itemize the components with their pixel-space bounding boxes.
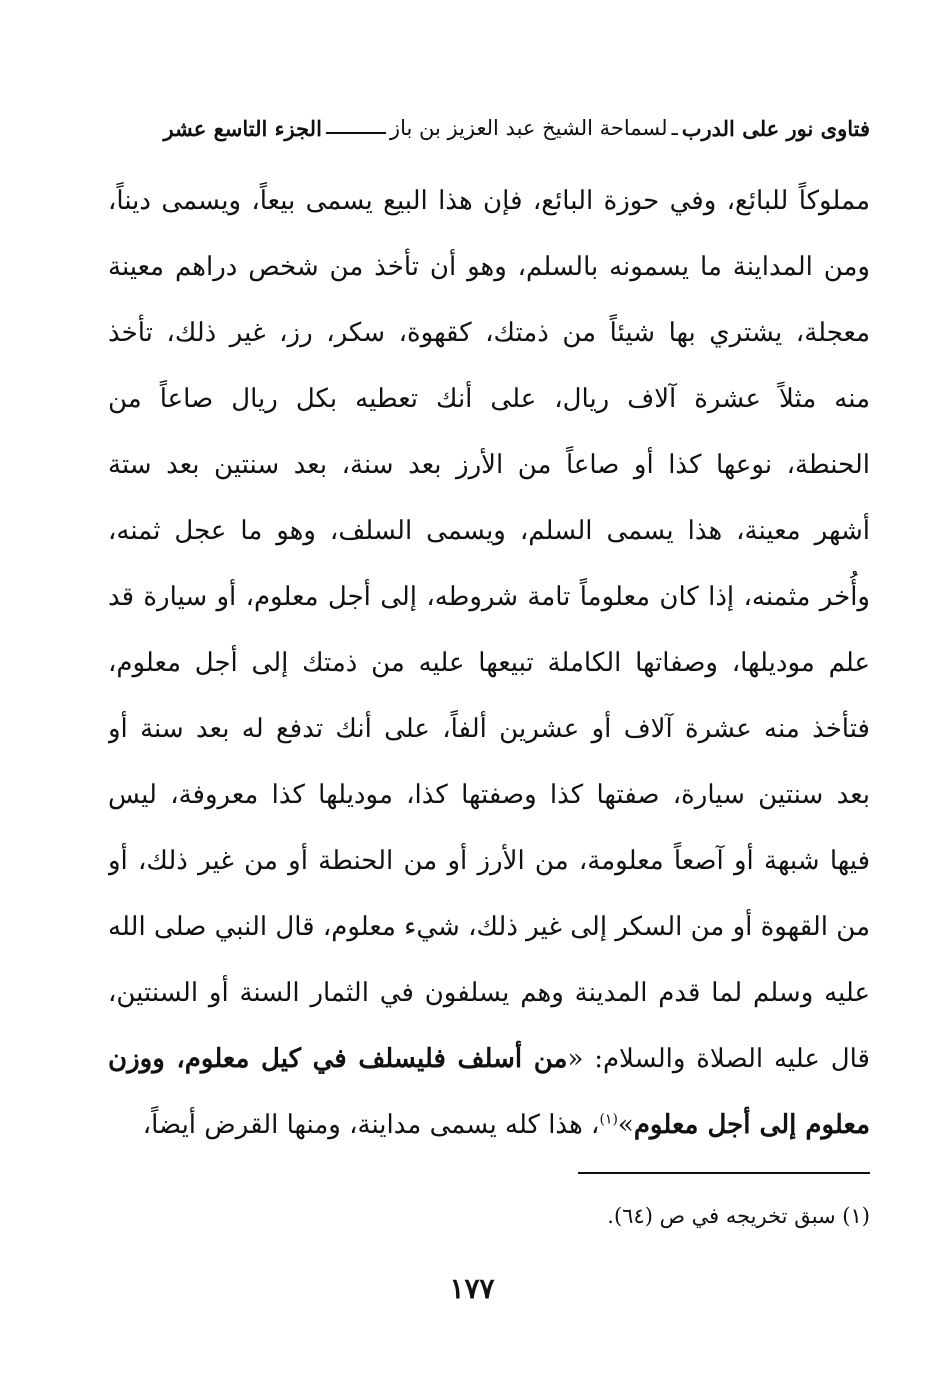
text-line: منه مثلاً عشرة آلاف ريال، على أنك تعطيه بكل ريال صاعاً من [108,384,870,414]
text-line: من القهوة أو من السكر إلى غير ذلك، شيء معلوم، قال النبي صلى الله [108,912,870,942]
text-line: معجلة، يشتري بها شيئاً من ذمتك، كقهوة، سكر، رز، غير ذلك، تأخذ [108,318,870,348]
author-line: لسماحة الشيخ عبد العزيز بن باز [389,116,668,140]
text-line: ومن المداينة ما يسمونه بالسلم، وهو أن تأخذ من شخص دراهم معينة [108,252,870,282]
text-line: وأُخر مثمنه، إذا كان معلوماً تامة شروطه، إلى أجل معلوم، أو سيارة قد [108,582,870,612]
main-text [108,168,870,1158]
text-line: فتأخذ منه عشرة آلاف أو عشرين ألفاً، على أنك تدفع له بعد سنة أو [108,714,870,744]
hadith-quote-part1: من أسلف فليسلف في كيل معلوم، ووزن [108,1044,568,1074]
text-line-hadith-end [108,1092,870,1158]
text-line: أشهر معينة، هذا يسمى السلم، ويسمى السلف، وهو ما عجل ثمنه، [108,516,870,546]
footnote: (١) سبق تخريجه في ص (٦٤). [607,1204,870,1228]
quote-close-mark: » [617,1110,634,1140]
footnote-marker: (١) [599,1111,618,1128]
volume-label: الجزء التاسع عشر [163,115,322,141]
page-number: ١٧٧ [449,1272,495,1305]
text-line: الحنطة، نوعها كذا أو صاعاً من الأرز بعد سنة، بعد سنتين بعد ستة [108,450,870,480]
running-header [108,110,870,146]
header-rule [326,132,386,134]
header-dash: ـ [671,116,678,140]
text-line-hadith-start [108,1026,870,1092]
text-line: عليه وسلم لما قدم المدينة وهم يسلفون في الثمار السنة أو السنتين، [108,978,870,1008]
text-line: بعد سنتين سيارة، صفتها كذا وصفتها كذا، موديلها كذا معروفة، ليس [108,780,870,810]
text-line: مملوكاً للبائع، وفي حوزة البائع، فإن هذا البيع يسمى بيعاً، ويسمى ديناً، [108,186,870,216]
book-title: فتاوى نور على الدرب [681,115,870,141]
hadith-continuation: ، هذا كله يسمى مداينة، ومنها القرض أيضاً، [142,1110,600,1140]
text-line: فيها شبهة أو آصعاً معلومة، من الأرز أو من الحنطة أو من غير ذلك، أو [108,846,870,876]
hadith-intro: قال عليه الصلاة والسلام: « [567,1044,870,1074]
footnote-divider [578,1172,870,1174]
hadith-quote-part2: معلوم إلى أجل معلوم [633,1110,870,1140]
text-line: علم موديلها، وصفاتها الكاملة تبيعها عليه من ذمتك إلى أجل معلوم، [108,648,870,678]
